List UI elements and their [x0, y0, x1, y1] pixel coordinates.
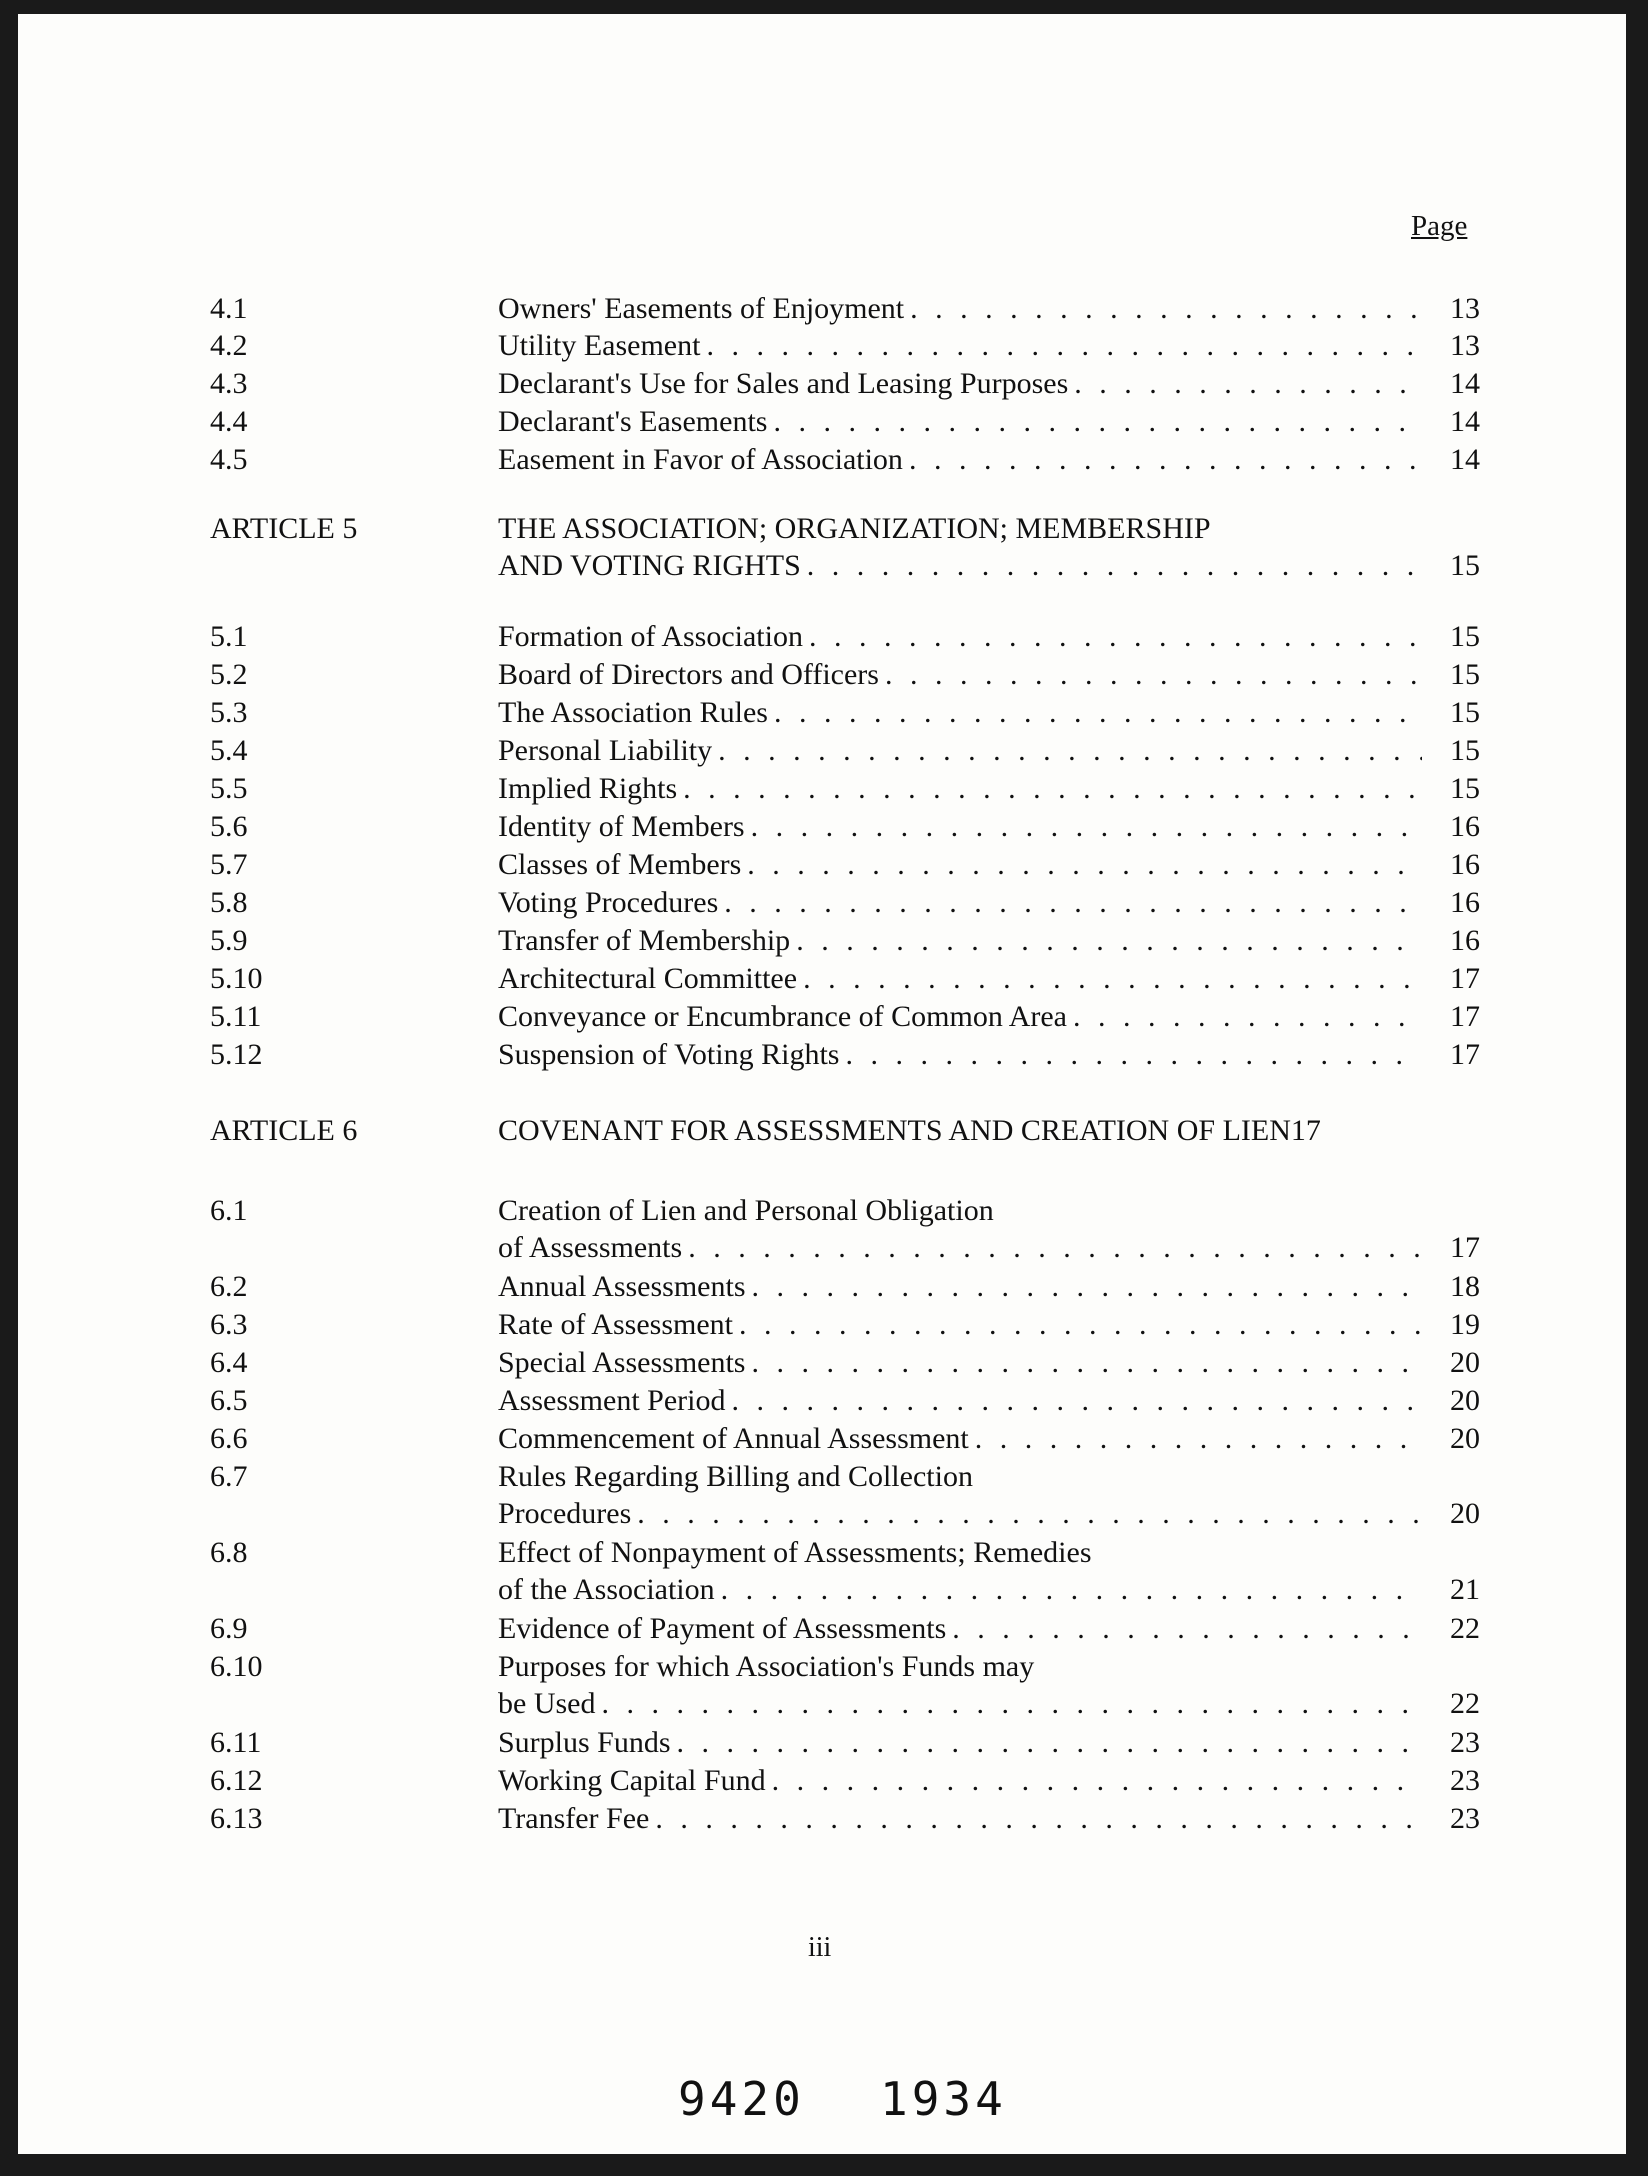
dot-leader — [803, 960, 1422, 998]
dot-leader — [752, 1268, 1423, 1306]
toc-entry-number: 6.2 — [210, 1270, 248, 1303]
toc-entry-number: 5.7 — [210, 848, 248, 881]
toc-entry-title: of Assessments — [498, 1231, 683, 1264]
toc-entry-number: 6.1 — [210, 1194, 248, 1227]
toc-entry-number: 5.9 — [210, 924, 248, 957]
toc-entry-line — [498, 1420, 1480, 1458]
toc-entry-number: 5.11 — [210, 1000, 262, 1033]
toc-entry-page: 22 — [1450, 1687, 1480, 1720]
toc-entry-page: 18 — [1450, 1270, 1480, 1303]
toc-entry-title: AND VOTING RIGHTS — [498, 549, 801, 582]
toc-entry-title: Transfer of Membership — [498, 924, 791, 957]
toc-entry-title: Personal Liability — [498, 734, 713, 767]
toc-entry-title: Declarant's Easements — [498, 405, 768, 438]
toc-entry-title: Rate of Assessment — [498, 1308, 733, 1341]
toc-entry-page: 16 — [1450, 848, 1480, 881]
toc-entry-line — [498, 1344, 1480, 1382]
dot-leader — [688, 1229, 1422, 1267]
toc-entry-number: 5.2 — [210, 658, 248, 691]
document-page — [18, 14, 1626, 2154]
toc-entry-number: 5.3 — [210, 696, 248, 729]
toc-entry-page: 15 — [1450, 549, 1480, 582]
toc-entry-page: 16 — [1450, 886, 1480, 919]
toc-entry-line — [498, 327, 1480, 365]
toc-entry-number: 5.6 — [210, 810, 248, 843]
toc-entry-page: 20 — [1450, 1384, 1480, 1417]
toc-entry-number: 6.4 — [210, 1346, 248, 1379]
toc-entry-number: 5.5 — [210, 772, 248, 805]
dot-leader — [796, 922, 1422, 960]
toc-entry-number: 4.2 — [210, 329, 248, 362]
toc-entry-title: Suspension of Voting Rights — [498, 1038, 840, 1071]
toc-entry-line — [498, 770, 1480, 808]
toc-entry-line — [498, 808, 1480, 846]
toc-entry-line — [498, 1495, 1480, 1533]
toc-entry-number: 4.5 — [210, 443, 248, 476]
toc-entry-page: 17 — [1450, 962, 1480, 995]
dot-leader — [910, 290, 1422, 328]
toc-entry-line — [498, 403, 1480, 441]
dot-leader — [845, 1036, 1422, 1074]
toc-entry-line — [498, 656, 1480, 694]
toc-entry-title: Evidence of Payment of Assessments — [498, 1612, 947, 1645]
toc-entry-page: 16 — [1450, 924, 1480, 957]
toc-entry-title: Declarant's Use for Sales and Leasing Purposes — [498, 367, 1069, 400]
toc-entry-number: 5.8 — [210, 886, 248, 919]
dot-leader — [601, 1685, 1422, 1723]
toc-entry-page: 21 — [1450, 1573, 1480, 1606]
toc-entry-line — [498, 694, 1480, 732]
toc-entry-page: 23 — [1450, 1726, 1480, 1759]
table-of-contents — [18, 14, 1626, 2154]
dot-leader — [909, 441, 1422, 479]
toc-entry-line — [498, 1800, 1480, 1838]
toc-entry-line — [498, 960, 1480, 998]
toc-entry-title: Utility Easement — [498, 329, 701, 362]
toc-entry-page: 17 — [1450, 1231, 1480, 1264]
toc-entry-page: 23 — [1450, 1802, 1480, 1835]
toc-entry-number: 6.6 — [210, 1422, 248, 1455]
toc-entry-number: 6.13 — [210, 1802, 263, 1835]
toc-entry-page: 20 — [1450, 1422, 1480, 1455]
dot-leader — [637, 1495, 1422, 1533]
toc-entry-line — [498, 1610, 1480, 1648]
dot-leader — [677, 1724, 1422, 1762]
toc-entry-title: Annual Assessments — [498, 1270, 746, 1303]
toc-entry-line — [498, 998, 1480, 1036]
toc-entry-number: 4.4 — [210, 405, 248, 438]
toc-entry-number: 6.3 — [210, 1308, 248, 1341]
toc-entry-title: Identity of Members — [498, 810, 745, 843]
toc-entry-page: 14 — [1450, 443, 1480, 476]
dot-leader — [751, 808, 1422, 846]
stamp-number-left: 9420 — [678, 2072, 805, 2126]
toc-entry-line — [498, 1724, 1480, 1762]
toc-entry-page: 23 — [1450, 1764, 1480, 1797]
toc-entry-line — [498, 618, 1480, 656]
toc-entry-page: 19 — [1450, 1308, 1480, 1341]
toc-entry-title-line1: Creation of Lien and Personal Obligation — [498, 1194, 994, 1227]
dot-leader — [706, 327, 1422, 365]
dot-leader — [683, 770, 1422, 808]
dot-leader — [739, 1306, 1422, 1344]
toc-entry-title: Special Assessments — [498, 1346, 746, 1379]
toc-entry-title-line1: THE ASSOCIATION; ORGANIZATION; MEMBERSHIP — [498, 512, 1211, 545]
toc-entry-number: 4.3 — [210, 367, 248, 400]
toc-entry-line — [498, 922, 1480, 960]
toc-entry-page: 15 — [1450, 734, 1480, 767]
dot-leader — [721, 1571, 1422, 1609]
toc-entry-title: The Association Rules — [498, 696, 768, 729]
toc-entry-page: 15 — [1450, 772, 1480, 805]
toc-entry-title: Surplus Funds — [498, 1726, 671, 1759]
toc-entry-page: 22 — [1450, 1612, 1480, 1645]
toc-entry-title: Transfer Fee — [498, 1802, 650, 1835]
toc-entry-line — [498, 732, 1480, 770]
toc-entry-number: ARTICLE 5 — [210, 512, 358, 545]
toc-entry-line — [498, 365, 1480, 403]
dot-leader — [809, 618, 1422, 656]
toc-entry-line — [498, 846, 1480, 884]
toc-entry-line — [498, 1306, 1480, 1344]
dot-leader — [807, 547, 1422, 585]
toc-entry-page: 15 — [1450, 620, 1480, 653]
toc-entry-line — [498, 1382, 1480, 1420]
toc-entry-page: 15 — [1450, 696, 1480, 729]
toc-entry-title: Procedures — [498, 1497, 632, 1530]
toc-entry-number: 6.8 — [210, 1536, 248, 1569]
dot-leader — [724, 884, 1422, 922]
toc-entry-title: Classes of Members — [498, 848, 742, 881]
toc-entry-page: 17 — [1450, 1038, 1480, 1071]
toc-entry-title: Easement in Favor of Association — [498, 443, 903, 476]
dot-leader — [885, 656, 1422, 694]
dot-leader — [732, 1382, 1423, 1420]
toc-entry-title: Board of Directors and Officers — [498, 658, 879, 691]
toc-entry-number: 5.10 — [210, 962, 263, 995]
toc-entry-line — [498, 884, 1480, 922]
dot-leader — [952, 1610, 1422, 1648]
toc-entry-number: 6.12 — [210, 1764, 263, 1797]
toc-entry-number: 5.1 — [210, 620, 248, 653]
dot-leader — [655, 1800, 1422, 1838]
toc-entry-page: 16 — [1450, 810, 1480, 843]
toc-entry-page: 13 — [1450, 292, 1480, 325]
page-column-label: Page — [1411, 210, 1468, 242]
toc-entry-title-line1: Effect of Nonpayment of Assessments; Remedies — [498, 1536, 1092, 1569]
toc-article-heading: COVENANT FOR ASSESSMENTS AND CREATION OF LIEN17 — [498, 1114, 1321, 1147]
toc-entry-title: Working Capital Fund — [498, 1764, 766, 1797]
toc-entry-page: 17 — [1450, 1000, 1480, 1033]
toc-entry-line — [498, 1036, 1480, 1074]
toc-entry-number: 5.4 — [210, 734, 248, 767]
toc-entry-line — [498, 441, 1480, 479]
toc-entry-number: 6.11 — [210, 1726, 262, 1759]
toc-entry-number: 5.12 — [210, 1038, 263, 1071]
dot-leader — [772, 1762, 1422, 1800]
toc-entry-line — [498, 1229, 1480, 1267]
toc-entry-line — [498, 1268, 1480, 1306]
toc-entry-page: 15 — [1450, 658, 1480, 691]
toc-entry-title-line1: Rules Regarding Billing and Collection — [498, 1460, 973, 1493]
toc-entry-page: 13 — [1450, 329, 1480, 362]
toc-entry-line — [498, 1762, 1480, 1800]
dot-leader — [774, 694, 1422, 732]
toc-entry-number: 6.7 — [210, 1460, 248, 1493]
toc-entry-title-line1: Purposes for which Association's Funds may — [498, 1650, 1035, 1683]
toc-entry-page: 14 — [1450, 367, 1480, 400]
toc-entry-line — [498, 547, 1480, 585]
toc-entry-title: Formation of Association — [498, 620, 803, 653]
toc-entry-page: 14 — [1450, 405, 1480, 438]
dot-leader — [1073, 998, 1422, 1036]
toc-entry-title: Architectural Committee — [498, 962, 798, 995]
toc-entry-line — [498, 1685, 1480, 1723]
toc-entry-number: ARTICLE 6 — [210, 1114, 358, 1147]
toc-entry-line — [498, 1571, 1480, 1609]
toc-entry-title: be Used — [498, 1687, 596, 1720]
toc-entry-line — [498, 290, 1480, 328]
toc-entry-number: 6.9 — [210, 1612, 248, 1645]
toc-entry-number: 6.5 — [210, 1384, 248, 1417]
toc-entry-page: 20 — [1450, 1497, 1480, 1530]
dot-leader — [752, 1344, 1423, 1382]
dot-leader — [975, 1420, 1422, 1458]
toc-entry-title: Commencement of Annual Assessment — [498, 1422, 969, 1455]
dot-leader — [773, 403, 1422, 441]
toc-entry-title: Voting Procedures — [498, 886, 719, 919]
footer-page-number: iii — [808, 1932, 832, 1963]
toc-entry-title: Implied Rights — [498, 772, 678, 805]
dot-leader — [718, 732, 1422, 770]
toc-entry-title: Owners' Easements of Enjoyment — [498, 292, 905, 325]
dot-leader — [747, 846, 1422, 884]
toc-entry-number: 4.1 — [210, 292, 248, 325]
toc-entry-title: Assessment Period — [498, 1384, 726, 1417]
toc-entry-page: 20 — [1450, 1346, 1480, 1379]
dot-leader — [1074, 365, 1422, 403]
toc-entry-number: 6.10 — [210, 1650, 263, 1683]
toc-entry-title: Conveyance or Encumbrance of Common Area — [498, 1000, 1067, 1033]
stamp-number-right: 1934 — [880, 2072, 1007, 2126]
toc-entry-title: of the Association — [498, 1573, 715, 1606]
